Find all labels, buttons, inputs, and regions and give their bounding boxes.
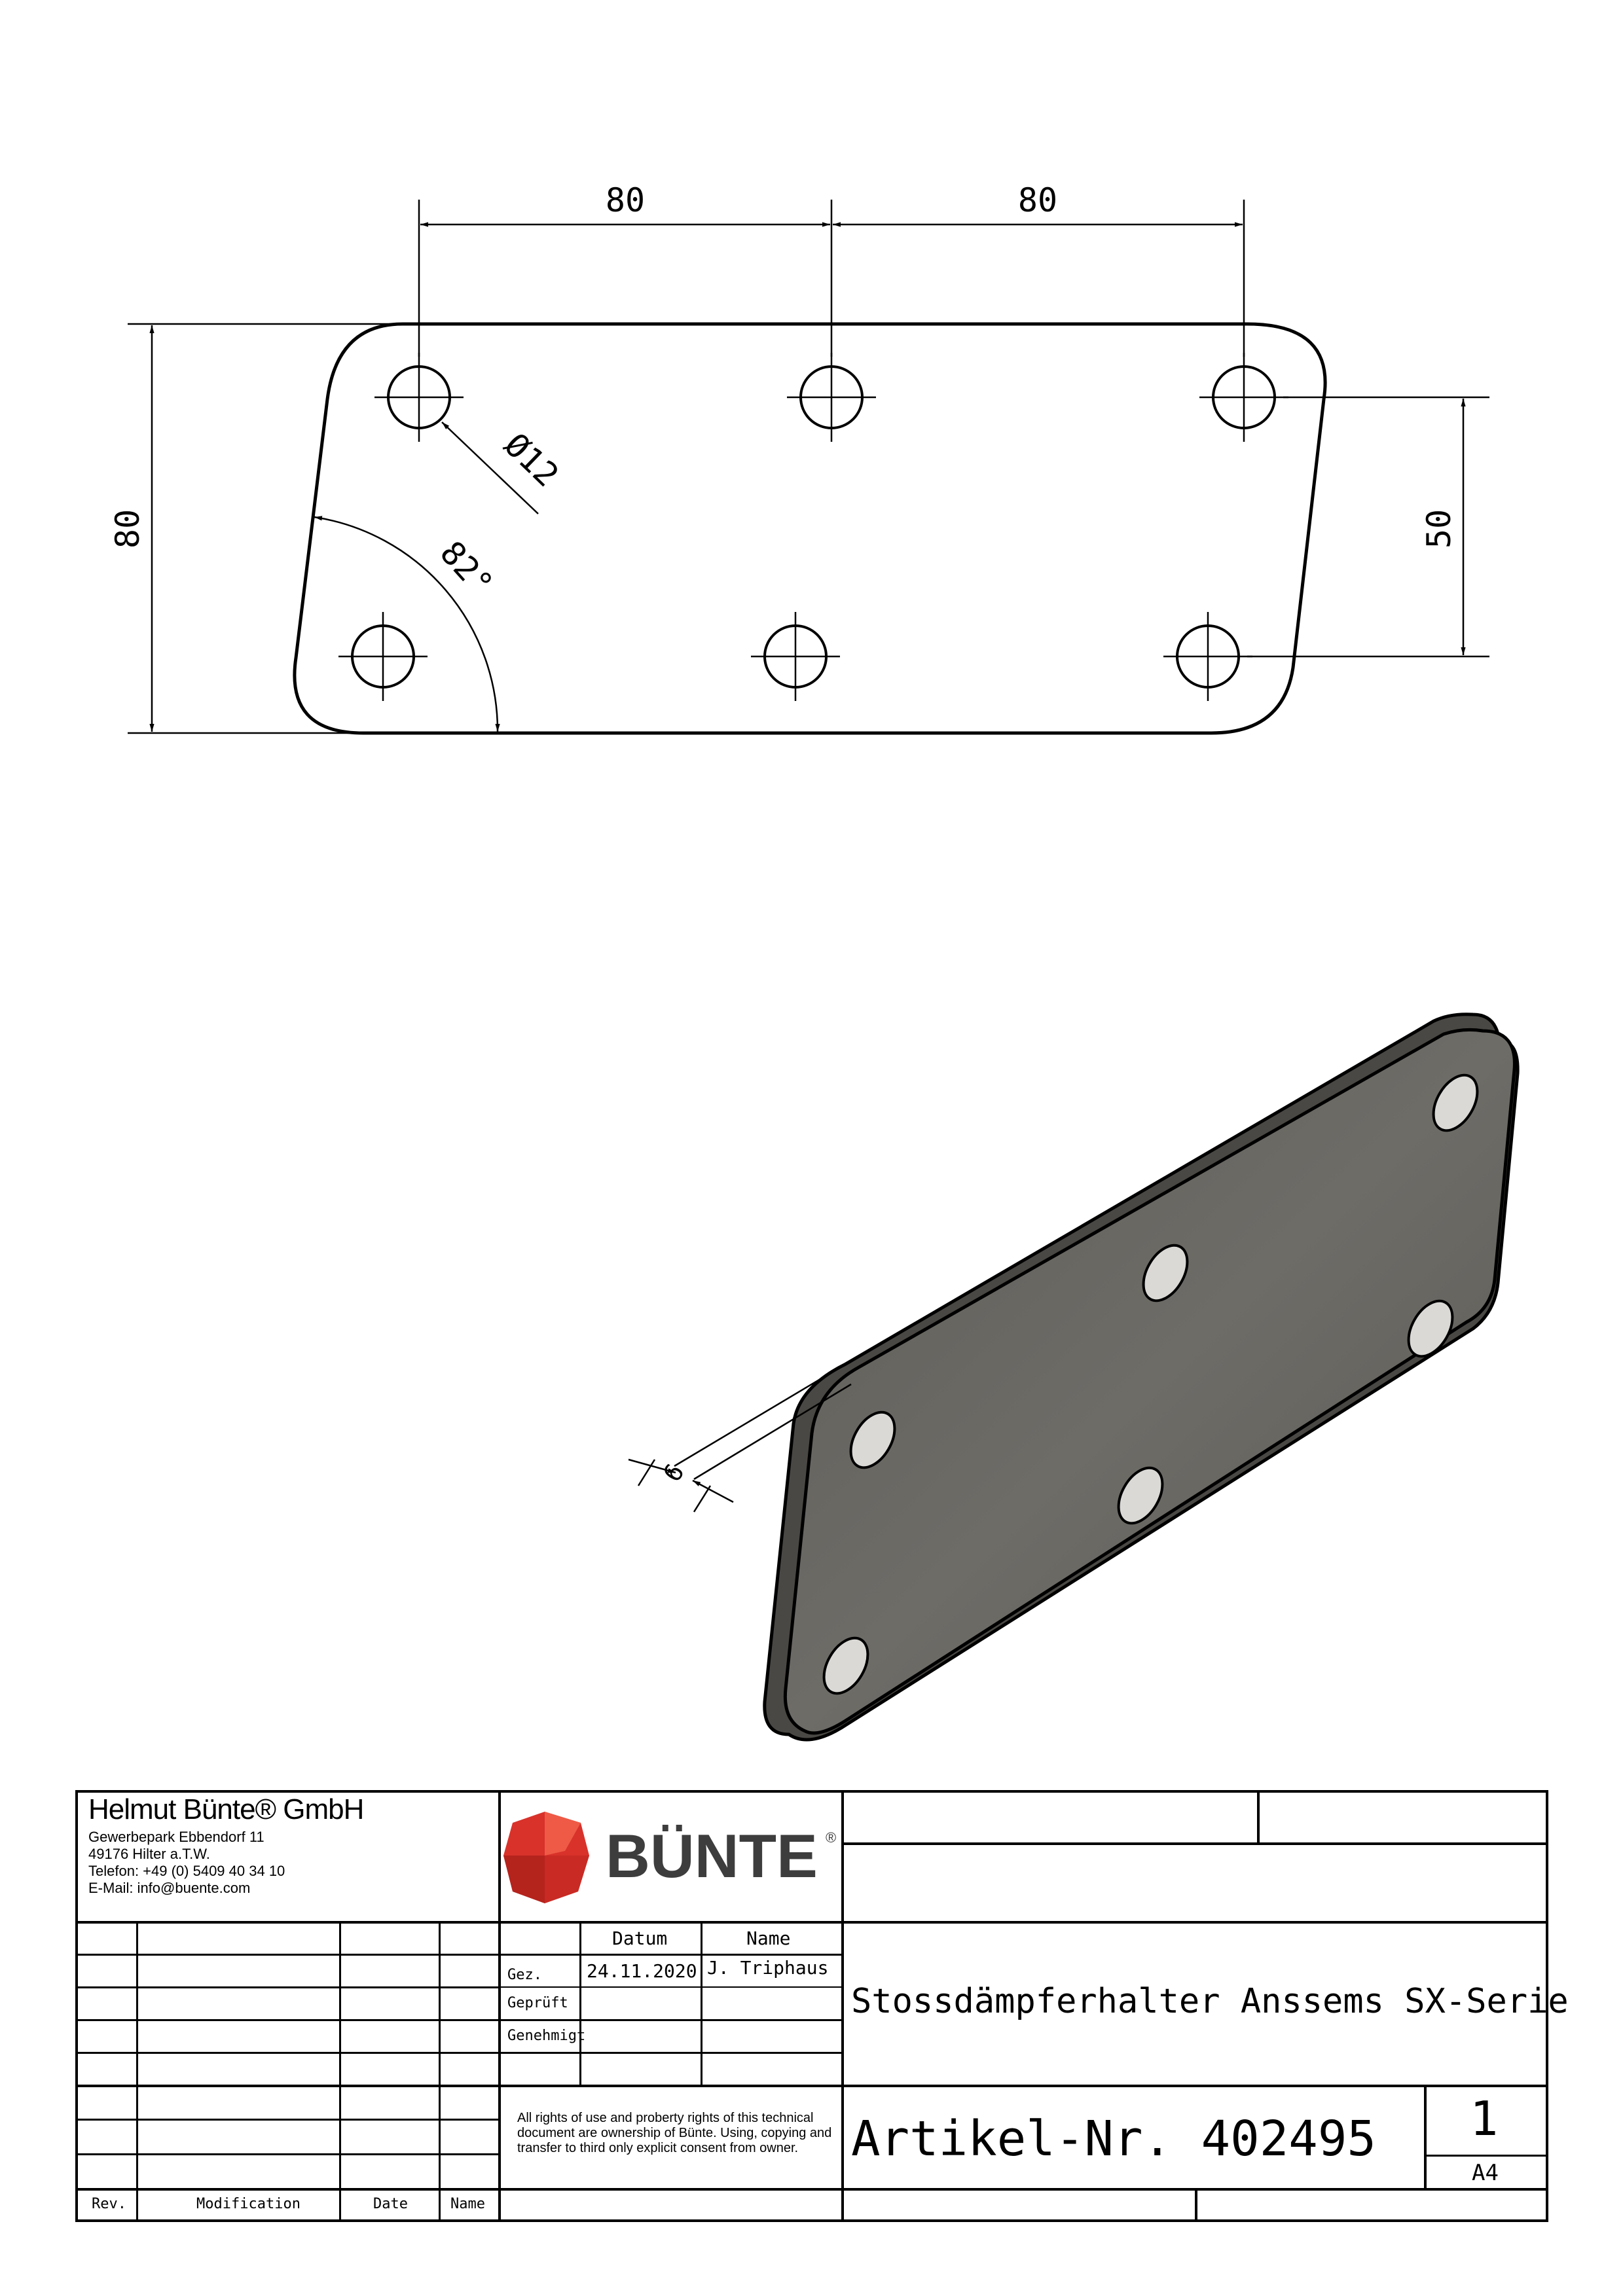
front-view [109, 181, 1489, 733]
logo-registered: ® [826, 1829, 837, 1846]
revision-header-modification: Modification [196, 2196, 301, 2212]
buente-logo [501, 1793, 841, 1921]
drawn-label: Gez. [507, 1967, 542, 1983]
company-address-1: Gewerbepark Ebbendorf 11 [88, 1829, 264, 1845]
article-number: Artikel-Nr. 402495 [851, 2111, 1376, 2167]
dim-thickness: 6 [657, 1458, 690, 1487]
company-name: Helmut Bünte® GmbH [88, 1793, 364, 1825]
company-address-2: 49176 Hilter a.T.W. [88, 1846, 210, 1862]
holes [352, 367, 1275, 687]
extension-lines [128, 200, 1489, 733]
dim-hole-spacing: 50 [1420, 509, 1458, 549]
company-email: E-Mail: info@buente.com [88, 1880, 251, 1896]
drawn-date: 24.11.2020 [587, 1960, 697, 1982]
dim-top-left: 80 [605, 181, 646, 219]
plate-face [785, 1030, 1514, 1733]
logo-text: BÜNTE [606, 1821, 818, 1890]
revision-header-date: Date [373, 2196, 408, 2212]
sheet-number: 1 [1470, 2091, 1499, 2146]
approval-header-name: Name [746, 1928, 791, 1949]
revision-header-rev: Rev. [92, 2196, 126, 2212]
approved-label: Genehmigt [507, 2028, 586, 2044]
checked-label: Geprüft [507, 1995, 568, 2011]
dim-height-left: 80 [109, 509, 147, 549]
drawn-name: J. Triphaus [707, 1957, 829, 1979]
dim-hole-diameter: Ø12 [497, 425, 566, 495]
isometric-view [629, 1014, 1518, 1740]
rights-notice: All rights of use and proberty rights of this technical document are ownership of Bünte. Using, copying and transfer to third only explicit consent from owner. [517, 2111, 832, 2155]
drawing-title: Stossdämpferhalter Anssems SX-Serie [851, 1982, 1569, 2021]
company-phone: Telefon: +49 (0) 5409 40 34 10 [88, 1863, 285, 1879]
revision-header-name: Name [450, 2196, 485, 2212]
dim-top-right: 80 [1017, 181, 1058, 219]
sheet-format: A4 [1472, 2160, 1499, 2186]
approval-header-date: Datum [612, 1928, 668, 1949]
plate-outline [295, 324, 1325, 733]
dim-angle: 82° [432, 533, 501, 603]
